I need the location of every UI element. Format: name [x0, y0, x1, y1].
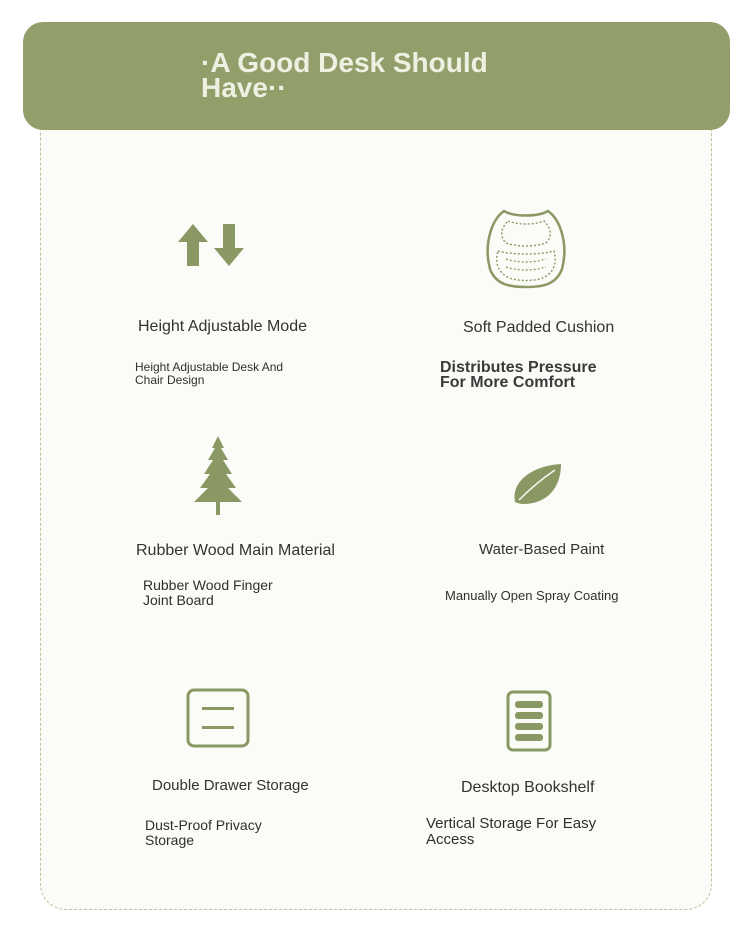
feature-title-rubber-wood: Rubber Wood Main Material [136, 542, 335, 559]
feature-desc-soft-cushion: Distributes Pressure For More Comfort [440, 359, 597, 391]
arrows-up-down-icon [176, 222, 246, 268]
bookshelf-icon [506, 690, 552, 752]
drawer-icon [186, 688, 250, 748]
feature-desc-double-drawer: Dust-Proof Privacy Storage [145, 817, 262, 848]
feature-desc-rubber-wood: Rubber Wood Finger Joint Board [143, 577, 273, 608]
feature-desc-height-adjustable: Height Adjustable Desk And Chair Design [135, 360, 284, 387]
feature-title-bookshelf: Desktop Bookshelf [461, 779, 595, 796]
cushion-icon [484, 207, 568, 289]
feature-title-water-paint: Water-Based Paint [479, 541, 605, 558]
features-panel [40, 100, 712, 910]
feature-desc-water-paint: Manually Open Spray Coating [445, 588, 619, 603]
tree-icon [192, 434, 244, 516]
feature-title-soft-cushion: Soft Padded Cushion [463, 319, 615, 336]
leaf-icon [511, 462, 563, 506]
feature-title-double-drawer: Double Drawer Storage [152, 777, 309, 794]
feature-title-height-adjustable: Height Adjustable Mode [138, 318, 307, 335]
page-title: ·A Good Desk Should Have·· [201, 47, 488, 103]
feature-desc-bookshelf: Vertical Storage For Easy Access [426, 815, 597, 848]
header-banner [23, 22, 730, 130]
